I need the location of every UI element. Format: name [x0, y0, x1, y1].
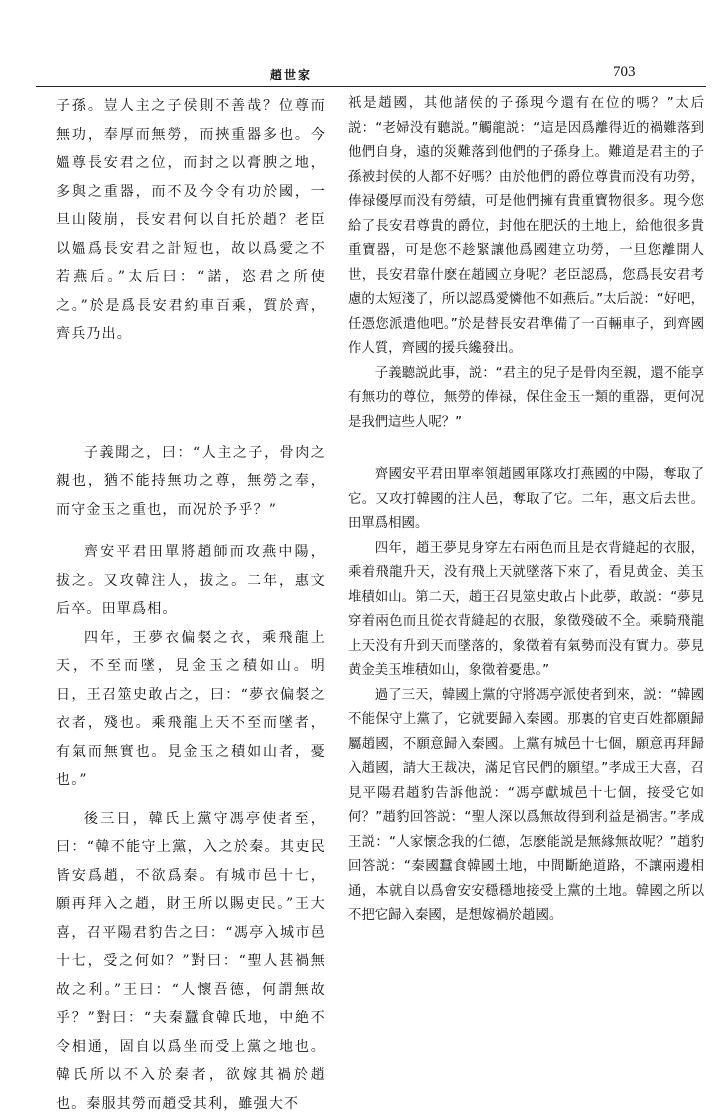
classical-text-column: [56, 92, 326, 1118]
translation-column: [348, 92, 704, 929]
translation-paragraph-3: 齊國安平君田單率領趙國軍隊攻打燕國的中陽，奪取了它。又攻打韓國的注人邑，奪取了它。二年，惠文后去世。田單爲相國。: [348, 463, 704, 537]
classical-paragraph-2: 子義聞之，曰：“人主之子，骨肉之親也，猶不能持無功之尊，無勞之奉，而守金玉之重也，而况於予乎？”: [56, 439, 326, 525]
translation-paragraph-5: 過了三天，韓國上黨的守將馮亭派使者到來，説：“韓國不能保守上黨了，它就要歸入秦國。那裏的官吏百姓都願歸屬趙國，不願意歸入秦國。上黨有城邑十七個，願意再拜歸入趙國，請大王裁决，滿足官民們的願望。”孝成王大喜，召見平陽君趙豹告訴他説：“馮亭獻城邑十七個，接受它如何？”趙豹回答説：“聖人深以爲無故得到利益是禍害。”孝成王説：“人家懷念我的仁德，怎麽能説是無緣無故呢？”趙豹回答説：“秦國蠶食韓國土地，中間斷絶道路，不讓兩邊相通，本就自以爲會安安穩穩地接受上黨的土地。韓國之所以不把它歸入秦國，是想嫁禍於趙國。: [348, 684, 704, 929]
classical-paragraph-1: 子孫。豈人主之子侯則不善哉？位尊而無功，奉厚而無勞，而挾重器多也。今媼尊長安君之位，而封之以膏腴之地，多與之重器，而不及今令有功於國，一旦山陵崩，長安君何以自托於趙？老臣以媼爲長安君之計短也，故以爲愛之不若燕后。”太后曰：“諾，恣君之所使之。”於是爲長安君約車百乘，質於齊，齊兵乃出。: [56, 92, 326, 349]
translation-paragraph-4: 四年，趙王夢見身穿左右兩色而且是衣背縫起的衣服，乘着飛龍升天，没有飛上天就墜落下來了，看見黄金、美玉堆積如山。第二天，趙王召見筮史敢占卜此夢，敢説：“夢見穿着兩色而且從衣背縫起的衣服，象徵殘破不全。乘騎飛龍上天没有升到天而墜落的，象徵着有氣勢而没有實力。夢見黄金美玉堆積如山，象徵着憂患。”: [348, 537, 704, 684]
page-number: 703: [613, 64, 636, 81]
section-gap: [56, 795, 326, 805]
section-gap: [56, 524, 326, 538]
chapter-title: 趙世家: [270, 66, 312, 83]
translation-paragraph-2: 子義聽説此事，説：“君主的兒子是骨肉至親，還不能享有無功的尊位，無勞的俸禄，保住金玉一類的重器，更何况是我們這些人呢？”: [348, 362, 704, 436]
section-gap: [348, 435, 704, 463]
header-rule: [36, 86, 706, 87]
section-gap: [56, 349, 326, 439]
classical-paragraph-3: 齊安平君田單將趙師而攻燕中陽，拔之。又攻韓注人，拔之。二年，惠文后卒。田單爲相。: [56, 538, 326, 624]
classical-paragraph-5: 後三日，韓氏上黨守馮亭使者至，曰：“韓不能守上黨，入之於秦。其吏民皆安爲趙，不欲爲秦。有城市邑十七，願再拜入之趙，財王所以賜吏民。”王大喜，召平陽君豹告之曰：“馮亭入城市邑十七，受之何如？”對曰：“聖人甚禍無故之利。”王曰：“人懷吾德，何謂無故乎？”對曰：“夫秦蠶食韓氏地，中絶不令相通，固自以爲坐而受上黨之地也。韓氏所以不入於秦者，欲嫁其禍於趙也。秦服其勞而趙受其利，雖强大不: [56, 805, 326, 1118]
running-header: [0, 58, 716, 82]
translation-paragraph-1: 祇是趙國，其他諸侯的子孫現今還有在位的嗎？”太后説：“老婦没有聽説。”觸龍説：“這是因爲離得近的禍難落到他們自身，遠的災難落到他們的子孫身上。難道是君主的子孫被封侯的人都不好嗎？由於他們的爵位尊貴而没有功勞，俸禄優厚而没有勞績，可是他們擁有貴重寶物很多。現今您給了長安君尊貴的爵位，封他在肥沃的土地上，給他很多貴重寶器，可是您不趁緊讓他爲國建立功勞，一旦您離開人世，長安君靠什麽在趙國立身呢？老臣認爲，您爲長安君考慮的太短淺了，所以認爲愛憐他不如燕后。”太后説：“好吧，任憑您派遣他吧。”於是替長安君準備了一百輛車子，到齊國作人質，齊國的援兵纔發出。: [348, 92, 704, 362]
classical-paragraph-4: 四年，王夢衣偏裻之衣，乘飛龍上天，不至而墜，見金玉之積如山。明日，王召筮史敢占之，曰：“夢衣偏裻之衣者，殘也。乘飛龍上天不至而墜者，有氣而無實也。見金玉之積如山者，憂也。”: [56, 624, 326, 795]
